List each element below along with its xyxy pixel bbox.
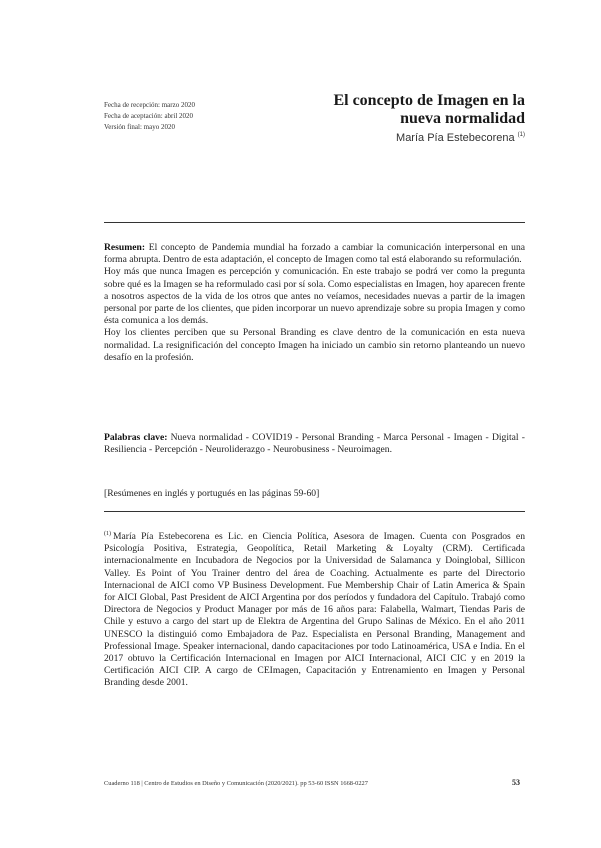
abstract: [104, 242, 525, 364]
title-line-1: El concepto de Imagen en la: [333, 92, 525, 109]
author-name: María Pía Estebecorena: [396, 132, 515, 144]
date-received: Fecha de recepción: marzo 2020: [104, 101, 195, 109]
top-divider: [104, 222, 525, 223]
author-footnote: [104, 528, 525, 690]
footnote-marker: (1): [104, 531, 111, 537]
page-number: 53: [512, 778, 520, 787]
date-final-version: Versión final: mayo 2020: [104, 123, 175, 131]
footnote-text: María Pía Estebecorena es Lic. en Ciencia Política, Asesora de Imagen. Cuenta con Posgrados en Psicología Positiva, Estrategia, Geopolítica, Retail Marketing & Loyalty (CRM). Certificada internacionalmente en Incubadora de Negocios por la Universidad de Salamanca y Doinglobal, Sillicon Valley. Es Point of You Trainer dentro del área de Coaching. Actualmente es parte del Directorio Internacional de AICI como VP Business Development. Fue Membership Chair of Latin America & Spain for AICI Global, Past President de AICI Argentina por dos períodos y fundadora del Capítulo. Trabajó como Directora de Negocios y Product Manager por más de 16 años para: Falabella, Walmart, Tiendas Paris de Chile y estuvo a cargo del start up de Elektra de Argentina del Grupo Salinas de México. En el año 2011 UNESCO la distinguió como Embajadora de Paz. Especialista en Personal Branding, Management and Professional Image. Speaker internacional, dando capacitaciones por todo Latinoamérica, USA e India. En el 2017 obtuvo la Certificación Internacional en Imagen por AICI Internacional, AICI CIC y en 2019 la Certificación AICI CIP. A cargo de CEImagen, Capacitación y Entrenamiento en Imagen y Personal Branding desde 2001.: [104, 531, 525, 689]
date-accepted: Fecha de aceptación: abril 2020: [104, 112, 194, 120]
footnote-divider: [104, 511, 525, 512]
keywords: [104, 432, 525, 456]
abstract-paragraph-1: [104, 242, 525, 266]
abstract-p1-text: El concepto de Pandemia mundial ha forzado a cambiar la comunicación interpersonal en una forma abrupta. Dentro de esta adaptación, el concepto de Imagen como tal está elaborando su reformulación.: [104, 242, 526, 266]
abstract-paragraph-2: Hoy más que nunca Imagen es percepción y comunicación. En este trabajo se podrá ver como la pregunta sobre qué es la Imagen se ha reformulado casi por sí sola. Como especialistas en Imagen, hoy aparecen frente a nosotros aspectos de la vida de los otros que antes no veíamos, necesidades nuevas a partir de la imagen personal por parte de los clientes, que piden incorporar un nuevo aprendizaje sobre su propia Imagen y como ésta comunica a los demás.: [104, 266, 525, 327]
resumes-note: [Resúmenes en inglés y portugués en las páginas 59-60]: [104, 488, 320, 499]
abstract-paragraph-3: Hoy los clientes perciben que su Personal Branding es clave dentro de la comunicación en esta nueva normalidad. La resignificación del concepto Imagen ha iniciado un cambio sin retorno planteando un nuevo desafío en la profesión.: [104, 327, 525, 363]
article-title: [265, 92, 525, 128]
abstract-label: Resumen:: [104, 242, 146, 253]
journal-footer: Cuaderno 118 | Centro de Estudios en Diseño y Comunicación (2020/2021). pp 53-60 ISSN 1668-0227: [104, 780, 368, 787]
keywords-paragraph: [104, 432, 525, 456]
author-note-marker: (1): [517, 132, 525, 138]
keywords-label: Palabras clave:: [104, 432, 168, 443]
author-line: [265, 132, 525, 144]
title-line-2: nueva normalidad: [400, 110, 525, 127]
keywords-text: Nueva normalidad - COVID19 - Personal Branding - Marca Personal - Imagen - Digital - Resiliencia - Percepción - Neuroliderazgo - Neurobusiness - Neuroimagen.: [104, 432, 525, 456]
